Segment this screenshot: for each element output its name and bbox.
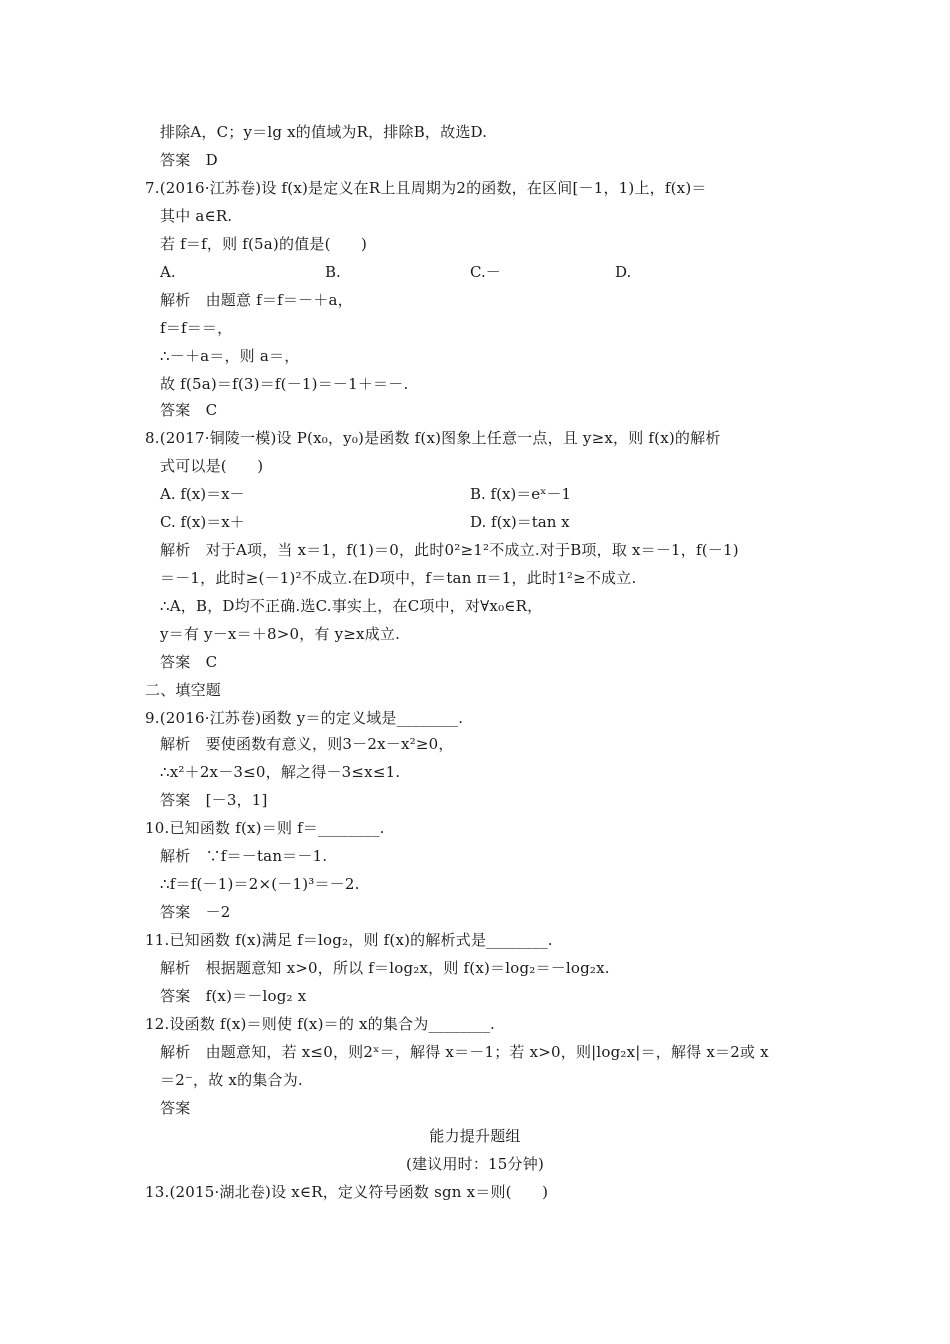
question-8: 8.(2017·铜陵一模)设 P(x₀，y₀)是函数 f(x)图象上任意一点，且 y≥x，则 f(x)的解析 bbox=[145, 429, 721, 447]
question-10: 10.已知函数 f(x)＝则 f＝________. bbox=[145, 819, 385, 837]
answer-line: 答案 [－3，1] bbox=[160, 791, 268, 809]
question-12: 12.设函数 f(x)＝则使 f(x)＝的 x的集合为________. bbox=[145, 1015, 496, 1033]
text-line: 其中 a∈R. bbox=[160, 207, 233, 225]
option-a: A. bbox=[160, 263, 176, 281]
text-line: ＝－1，此时≥(－1)²不成立.在D项中，f＝tan π＝1，此时1²≥不成立. bbox=[160, 569, 637, 587]
option-b: B. f(x)＝eˣ－1 bbox=[470, 485, 572, 503]
question-7: 7.(2016·江苏卷)设 f(x)是定义在R上且周期为2的函数，在区间[－1，1)上，f(x)＝ bbox=[145, 179, 707, 197]
analysis-line: 解析 由题意知，若 x≤0，则2ˣ＝，解得 x＝－1；若 x>0，则|log₂x|＝，解得 x＝2或 x bbox=[160, 1043, 769, 1061]
text-line: 式可以是( ) bbox=[160, 457, 264, 475]
time-note: (建议用时：15分钟) bbox=[406, 1155, 544, 1173]
option-b: B. bbox=[325, 263, 341, 281]
analysis-line: 解析 由题意 f＝f＝－＋a， bbox=[160, 291, 353, 309]
question-11: 11.已知函数 f(x)满足 f＝log₂，则 f(x)的解析式是________. bbox=[145, 931, 553, 949]
section-heading: 二、填空题 bbox=[145, 681, 222, 699]
text-line: ＝2⁻，故 x的集合为. bbox=[160, 1071, 303, 1089]
answer-line: 答案 bbox=[160, 1099, 191, 1117]
text-line: 若 f＝f，则 f(5a)的值是( ) bbox=[160, 235, 368, 253]
option-d: D. f(x)＝tan x bbox=[470, 513, 570, 531]
question-13: 13.(2015·湖北卷)设 x∈R，定义符号函数 sgn x＝则( ) bbox=[145, 1183, 549, 1201]
text-line: ∴f＝f(－1)＝2×(－1)³＝－2. bbox=[160, 875, 360, 893]
answer-line: 答案 C bbox=[160, 401, 218, 419]
option-c: C. f(x)＝x＋ bbox=[160, 513, 245, 531]
option-c: C.－ bbox=[470, 263, 501, 281]
answer-line: 答案 －2 bbox=[160, 903, 231, 921]
question-9: 9.(2016·江苏卷)函数 y＝的定义域是________. bbox=[145, 709, 464, 727]
text-line: ∴x²＋2x－3≤0，解之得－3≤x≤1. bbox=[160, 763, 401, 781]
analysis-line: 解析 要使函数有意义，则3－2x－x²≥0， bbox=[160, 735, 454, 753]
text-line: 排除A，C；y＝lg x的值域为R，排除B，故选D. bbox=[160, 123, 488, 141]
text-line: ∴A，B，D均不正确.选C.事实上，在C项中，对∀x₀∈R， bbox=[160, 597, 543, 615]
group-heading: 能力提升题组 bbox=[429, 1127, 521, 1145]
option-a: A. f(x)＝x－ bbox=[160, 485, 245, 503]
option-d: D. bbox=[615, 263, 632, 281]
answer-line: 答案 D bbox=[160, 151, 218, 169]
text-line: f＝f＝＝， bbox=[160, 319, 233, 337]
answer-line: 答案 f(x)＝－log₂ x bbox=[160, 987, 307, 1005]
analysis-line: 解析 对于A项，当 x＝1，f(1)＝0，此时0²≥1²不成立.对于B项，取 x＝－1，f(－1) bbox=[160, 541, 739, 559]
text-line: y＝有 y－x＝＋8>0，有 y≥x成立. bbox=[160, 625, 401, 643]
text-line: 故 f(5a)＝f(3)＝f(－1)＝－1＋＝－. bbox=[160, 375, 409, 393]
answer-line: 答案 C bbox=[160, 653, 218, 671]
analysis-line: 解析 ∵f＝－tan＝－1. bbox=[160, 847, 328, 865]
text-line: ∴－＋a＝，则 a＝， bbox=[160, 347, 300, 365]
analysis-line: 解析 根据题意知 x>0，所以 f＝log₂x，则 f(x)＝log₂＝－log₂x. bbox=[160, 959, 610, 977]
